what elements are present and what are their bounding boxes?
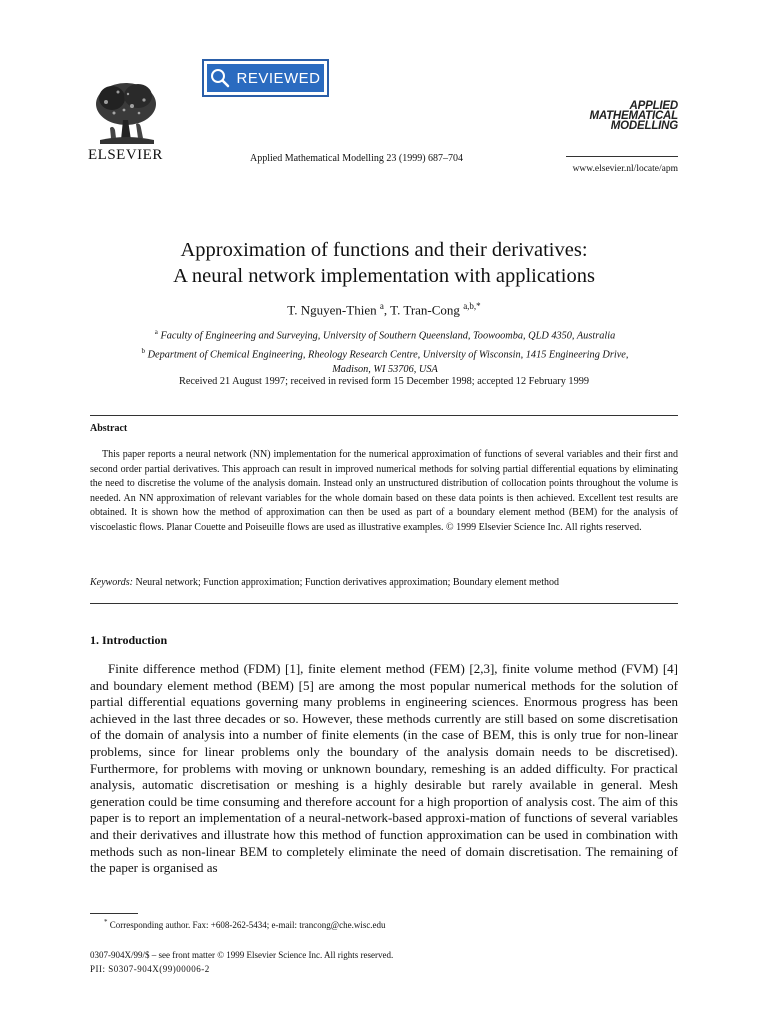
author-name: T. Tran-Cong [390, 302, 460, 318]
author-affiliation-mark: a [379, 301, 384, 311]
journal-reference: Applied Mathematical Modelling 23 (1999) 687–704 [250, 153, 464, 164]
affiliation-b-line-2: Madison, WI 53706, USA [332, 363, 438, 375]
keywords [90, 577, 678, 588]
author-name: T. Nguyen-Thien [287, 302, 377, 318]
footnote-mark: * [104, 918, 108, 926]
publisher-name: ELSEVIER [88, 147, 163, 163]
affiliation-mark: a [154, 328, 158, 336]
journal-url-link[interactable]: www.elsevier.nl/locate/apm [572, 164, 678, 174]
footnote-rule [90, 913, 138, 914]
author-affiliation-mark: a,b,* [463, 301, 481, 311]
affiliations [90, 325, 680, 377]
journal-logo-line: MATHEMATICAL [589, 110, 678, 122]
footnote [104, 918, 386, 930]
pii-line: PII: S0307-904X(99)00006-2 [90, 964, 210, 974]
abstract-bottom-rule [90, 603, 678, 604]
author-list [60, 301, 708, 318]
journal-logo-line: APPLIED [629, 100, 678, 112]
magnifier-icon [210, 68, 230, 88]
abstract-top-rule [90, 415, 678, 416]
reviewed-label: REVIEWED [236, 69, 321, 87]
journal-divider [566, 156, 678, 157]
affiliation-a: Faculty of Engineering and Surveying, University of Southern Queensland, Toowoomba, QLD 4350, Australia [160, 330, 616, 342]
affiliation-b-line-1: Department of Chemical Engineering, Rheology Research Centre, University of Wisconsin, 1415 Engineering Drive, [147, 349, 629, 361]
issn-line: 0307-904X/99/$ – see front matter © 1999 Elsevier Science Inc. All rights reserved. [90, 950, 394, 960]
keywords-list: Neural network; Function approximation; Function derivatives approximation; Boundary element method [132, 577, 559, 588]
introduction-text: Finite difference method (FDM) [1], finite element method (FEM) [2,3], finite volume method (FVM) [4] and boundary element method (BEM) [5] are among the most popular numerical methods for the solution of partial differential equations governing many problems in engineering sciences. Enormous progress has been achieved in the last three decades or so. However, these methods currently are still based on some discretisation of the domain of analysis into a number of finite elements (in the case of BEM, this is only true for non-linear problems, since for linear problems only the boundary of the analysis domain needs to be discretised). Furthermore, for problems with moving or unknown boundary, remeshing is an added difficulty. For practical analysis, automatic discretisation or meshing is a highly desirable but rarely available in general. Mesh generation could be time consuming and therefore account for a high proportion of analysis cost. The aim of this paper is to report an implementation of a neural-network-based approxi-mation of functions of several variables and their derivatives and illustrate how this method of function approximation can be used in combination with methods such as non-linear BEM to completely eliminate the need of domain discretisation. The remaining of the paper is organised as [90, 661, 678, 876]
affiliation-mark: b [141, 346, 146, 355]
journal-logo-line: MODELLING [610, 120, 678, 132]
title-line-2: A neural network implementation with applications [173, 265, 595, 287]
article-title [60, 237, 708, 289]
abstract-heading: Abstract [90, 423, 128, 434]
abstract-text: This paper reports a neural network (NN) implementation for the numerical approximation of functions of several variables and their first and second order partial derivatives. This approach can result in improved numerical methods for solving partial differential equations by eliminating the need to discretise the volume of the analysis domain. Instead only an unstructured distribution of collocation points throughout the volume is needed. An NN approximation of relevant variables for the whole domain based on these data points is then achieved. Excellent test results are obtained. It is shown how the method of approximation can then be used as part of a boundary element method (BEM) for the analysis of viscoelastic flows. Planar Couette and Poiseuille flows are used as illustrative examples. © 1999 Elsevier Science Inc. All rights reserved. [90, 449, 678, 533]
footnote-text: Corresponding author. Fax: +608-262-5434; e-mail: trancong@che.wisc.edu [109, 920, 386, 930]
received-dates: Received 21 August 1997; received in revised form 15 December 1998; accepted 12 February 1999 [178, 376, 590, 387]
journal-logo [566, 101, 678, 131]
section-heading-introduction: 1. Introduction [90, 633, 168, 647]
title-line-1: Approximation of functions and their derivatives: [180, 239, 588, 261]
elsevier-tree-logo-icon [92, 80, 160, 146]
reviewed-badge[interactable] [202, 59, 329, 97]
keywords-label: Keywords: [90, 577, 133, 588]
author-separator: , [383, 302, 391, 318]
